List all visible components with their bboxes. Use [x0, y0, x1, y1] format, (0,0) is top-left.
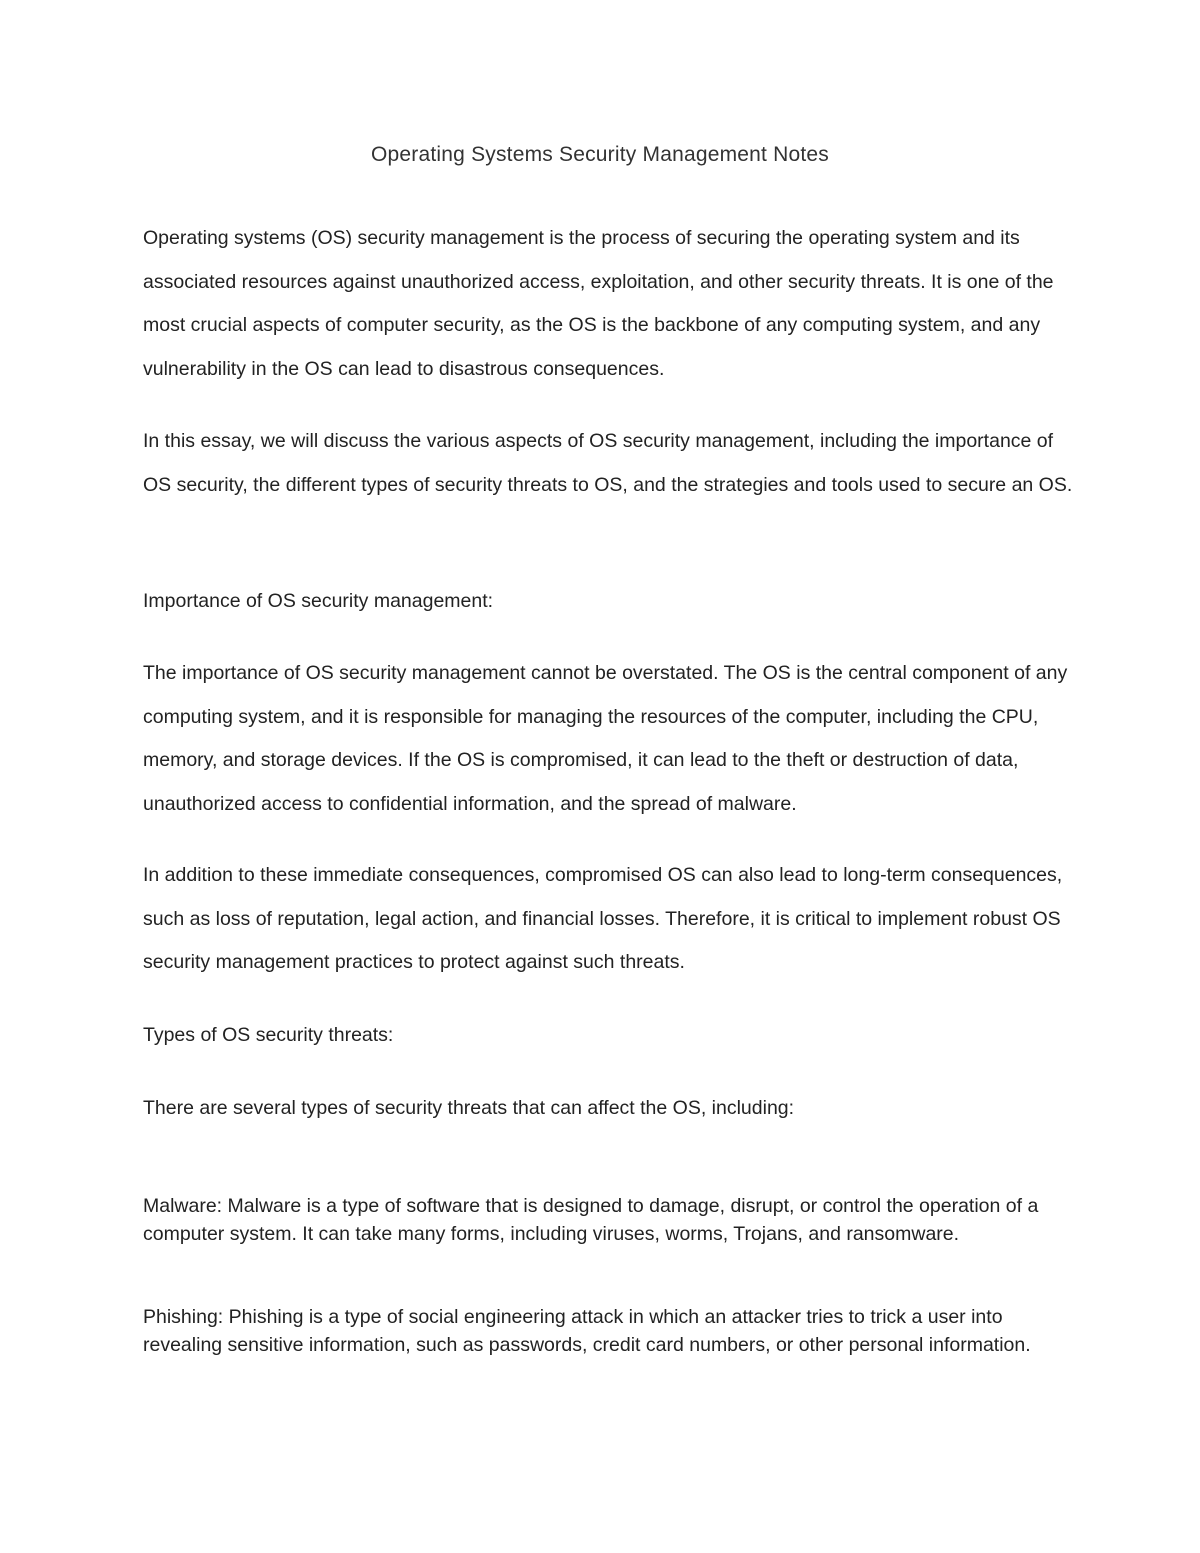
paragraph-consequences: In addition to these immediate consequences, compromised OS can also lead to long-term consequences, such as loss of reputation, legal action, and financial losses. Therefore, it is critical to implement robust OS security management practices to protect against such threats.	[143, 864, 1063, 973]
heading-threat-types: Types of OS security threats:	[143, 1024, 394, 1046]
heading-importance: Importance of OS security management:	[143, 590, 494, 612]
paragraph-intro: Operating systems (OS) security management is the process of securing the operating system and its associated resources against unauthorized access, exploitation, and other security threats. It is one of the most crucial aspects of computer security, as the OS is the backbone of any computing system, and any vulnerability in the OS can lead to disastrous consequences.	[143, 227, 1054, 380]
paragraph-importance: The importance of OS security management cannot be overstated. The OS is the central component of any computing system, and it is responsible for managing the resources of the computer, including the CPU, memory, and storage devices. If the OS is compromised, it can lead to the theft or destruction of data, unauthorized access to confidential information, and the spread of malware.	[143, 662, 1068, 815]
paragraph-phishing: Phishing: Phishing is a type of social engineering attack in which an attacker tries to trick a user into revealing sensitive information, such as passwords, credit card numbers, or other personal information.	[143, 1306, 1031, 1356]
paragraph-malware: Malware: Malware is a type of software that is designed to damage, disrupt, or control the operation of a computer system. It can take many forms, including viruses, worms, Trojans, and ransomware.	[143, 1195, 1039, 1245]
paragraph-threats-intro: There are several types of security threats that can affect the OS, including:	[143, 1097, 795, 1119]
document-title: Operating Systems Security Management Notes	[371, 143, 829, 166]
paragraph-essay-scope: In this essay, we will discuss the various aspects of OS security management, including the importance of OS security, the different types of security threats to OS, and the strategies and tools used to secure an OS.	[143, 430, 1073, 496]
